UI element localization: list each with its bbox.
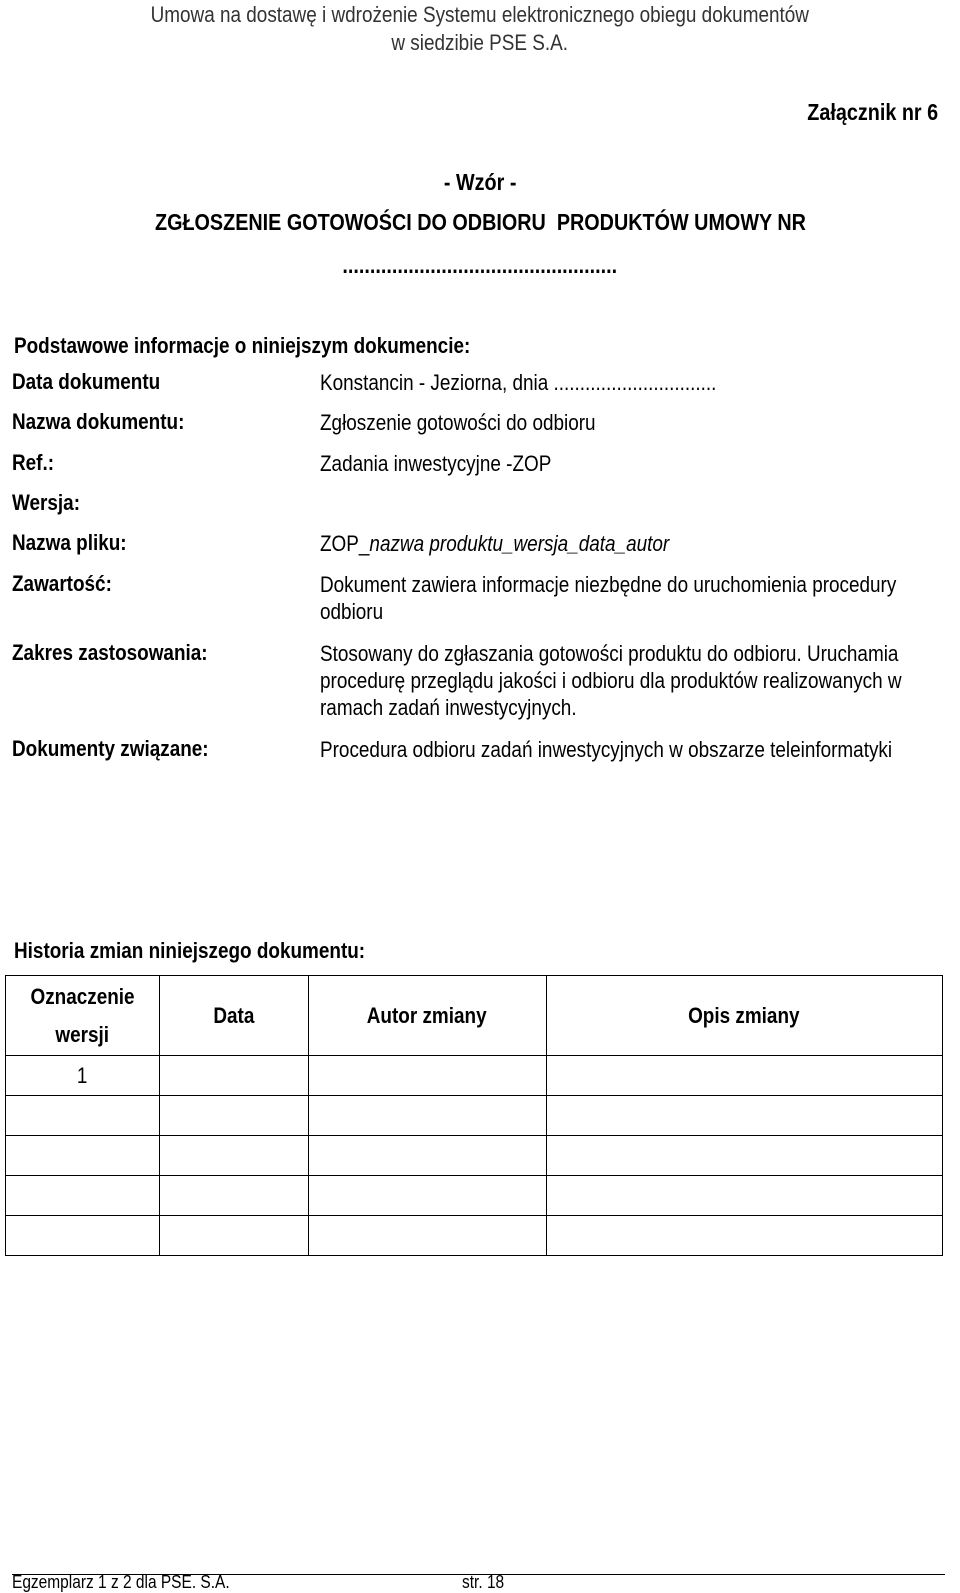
author-cell [308,1096,546,1136]
filename-pattern: nazwa produktu_wersja_data_autor [369,531,670,556]
name-value: Zgłoszenie gotowości do odbioru [320,410,596,435]
date-cell [159,1216,308,1256]
history-table [5,975,943,1256]
column-date: Data [159,976,308,1056]
table-row [6,1176,943,1216]
content-value: Dokument zawiera informacje niezbędne do uruchomienia procedury odbioru [320,572,897,624]
basic-info-heading: Podstawowe informacje o niniejszym dokumencie: [14,333,471,358]
filename-label: Nazwa pliku: [12,530,127,555]
version-cell: 1 [6,1056,160,1096]
history-header-row [6,976,943,1056]
footer-page-number: str. 18 [462,1572,505,1592]
date-cell [159,1136,308,1176]
version-cell [6,1176,160,1216]
date-cell [159,1176,308,1216]
version-label: Wersja: [12,490,81,515]
attachment-label: Załącznik nr 6 [807,99,938,125]
document-number-placeholder: .................................................. [342,252,618,278]
filename-value [320,530,939,557]
version-cell [6,1096,160,1136]
description-cell [546,1056,943,1096]
date-cell [159,1096,308,1136]
ref-label: Ref.: [12,450,55,475]
table-row [6,1136,943,1176]
author-cell [308,1056,546,1096]
ref-value: Zadania inwestycyjne -ZOP [320,451,552,476]
version-cell [6,1216,160,1256]
version-cell [6,1136,160,1176]
filename-prefix: ZOP_ [320,531,370,556]
history-heading: Historia zmian niniejszego dokumentu: [14,938,366,963]
column-author: Autor zmiany [308,976,546,1056]
pattern-label: - Wzór - [443,169,517,195]
date-value: Konstancin - Jeziorna, dnia ............................... [320,370,717,395]
document-title: ZGŁOSZENIE GOTOWOŚCI DO ODBIORU PRODUKTÓW UMOWY NR [154,209,806,235]
scope-label: Zakres zastosowania: [12,640,208,665]
description-cell [546,1176,943,1216]
author-cell [308,1136,546,1176]
related-label: Dokumenty związane: [12,736,209,761]
description-cell [546,1216,943,1256]
column-description: Opis zmiany [546,976,943,1056]
table-row [6,1056,943,1096]
scope-value: Stosowany do zgłaszania gotowości produktu do odbioru. Uruchamia procedurę przeglądu jakości i odbioru dla produktów realizowanych w ramach zadań inwestycyjnych. [320,641,902,720]
header-line-1: Umowa na dostawę i wdrożenie Systemu elektronicznego obiegu dokumentów [150,2,810,27]
table-row [6,1216,943,1256]
author-cell [308,1176,546,1216]
author-cell [308,1216,546,1256]
date-label: Data dokumentu [12,369,161,394]
date-cell [159,1056,308,1096]
name-label: Nazwa dokumentu: [12,409,185,434]
table-row [6,1096,943,1136]
content-label: Zawartość: [12,571,112,596]
related-value: Procedura odbioru zadań inwestycyjnych w obszarze teleinformatyki [320,737,893,762]
footer-copy-label: Egzemplarz 1 z 2 dla PSE. S.A. [12,1572,230,1592]
description-cell [546,1096,943,1136]
header-line-2: w siedzibie PSE S.A. [391,30,569,55]
description-cell [546,1136,943,1176]
column-version: Oznaczenie wersji [6,976,160,1056]
